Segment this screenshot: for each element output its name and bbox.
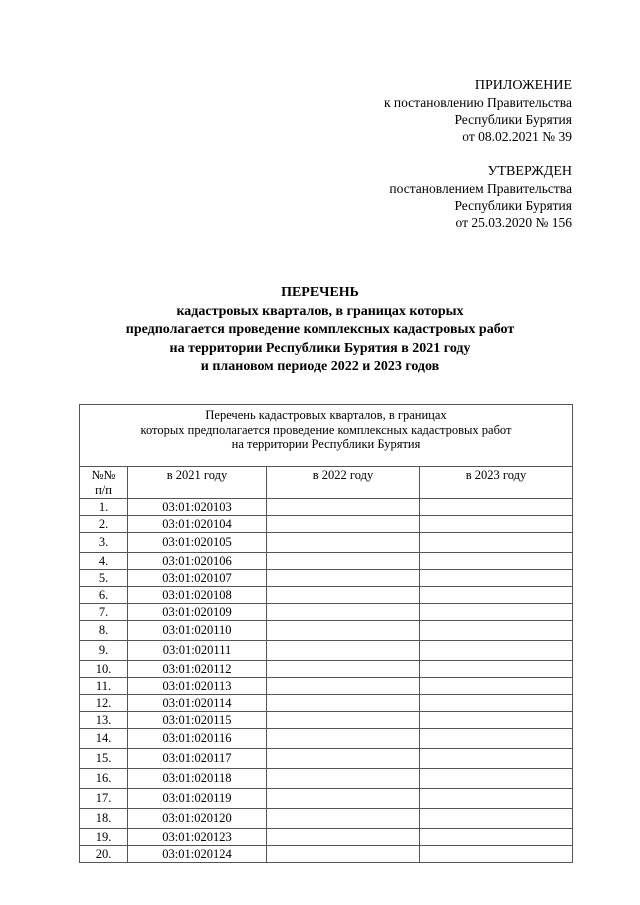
row-number: 19. (80, 829, 128, 846)
quarter-2022 (267, 809, 420, 829)
row-number: 1. (80, 499, 128, 516)
appendix-line: Республики Бурятия (454, 112, 572, 127)
quarter-2023 (420, 553, 573, 570)
table-row (80, 829, 573, 846)
quarter-2021: 03:01:020119 (128, 789, 267, 809)
row-number: 2. (80, 516, 128, 533)
row-number: 3. (80, 533, 128, 553)
quarter-2022 (267, 641, 420, 661)
title-heading: ПЕРЕЧЕНЬ (281, 285, 359, 300)
table-row (80, 846, 573, 863)
quarter-2023 (420, 661, 573, 678)
caption-line: на территории Республики Бурятия (231, 437, 421, 451)
quarter-2021: 03:01:020107 (128, 570, 267, 587)
quarter-2021: 03:01:020116 (128, 729, 267, 749)
table-row (80, 641, 573, 661)
table-row (80, 604, 573, 621)
quarter-2021: 03:01:020104 (128, 516, 267, 533)
approved-heading: УТВЕРЖДЕН (487, 164, 572, 179)
quarter-2023 (420, 570, 573, 587)
quarter-2023 (420, 829, 573, 846)
appendix-line: к постановлению Правительства (383, 95, 572, 110)
quarter-2023 (420, 499, 573, 516)
table-row (80, 587, 573, 604)
table-row (80, 729, 573, 749)
quarter-2021: 03:01:020120 (128, 809, 267, 829)
quarter-2022 (267, 749, 420, 769)
quarters-table (79, 404, 573, 863)
table-row (80, 749, 573, 769)
quarter-2022 (267, 712, 420, 729)
quarter-2023 (420, 533, 573, 553)
appendix-line: от 08.02.2021 № 39 (462, 129, 572, 144)
quarter-2023 (420, 695, 573, 712)
table-row (80, 661, 573, 678)
quarter-2023 (420, 809, 573, 829)
table-row (80, 570, 573, 587)
column-header-2023: в 2023 году (420, 467, 573, 499)
column-header-2022: в 2022 году (267, 467, 420, 499)
column-header-2021: в 2021 году (128, 467, 267, 499)
quarter-2023 (420, 604, 573, 621)
quarter-2021: 03:01:020108 (128, 587, 267, 604)
table-row (80, 621, 573, 641)
row-number: 10. (80, 661, 128, 678)
quarter-2021: 03:01:020112 (128, 661, 267, 678)
table-caption (80, 405, 573, 467)
quarter-2023 (420, 769, 573, 789)
quarter-2023 (420, 846, 573, 863)
appendix-heading: ПРИЛОЖЕНИЕ (474, 78, 572, 93)
row-number: 12. (80, 695, 128, 712)
quarter-2023 (420, 729, 573, 749)
approved-line: Республики Бурятия (454, 198, 572, 213)
quarter-2021: 03:01:020115 (128, 712, 267, 729)
table-row (80, 712, 573, 729)
approved-block (389, 163, 572, 231)
quarter-2023 (420, 678, 573, 695)
quarter-2023 (420, 587, 573, 604)
table-row (80, 516, 573, 533)
approved-line: постановлением Правительства (389, 181, 572, 196)
quarter-2022 (267, 729, 420, 749)
quarter-2023 (420, 621, 573, 641)
quarter-2022 (267, 553, 420, 570)
row-number: 14. (80, 729, 128, 749)
quarter-2023 (420, 789, 573, 809)
column-header-number: №№ п/п (80, 467, 128, 499)
table-row (80, 809, 573, 829)
row-number: 16. (80, 769, 128, 789)
title-line: на территории Республики Бурятия в 2021 году (169, 340, 471, 356)
quarter-2023 (420, 749, 573, 769)
row-number: 18. (80, 809, 128, 829)
title-line: предполагается проведение комплексных кадастровых работ (125, 322, 515, 337)
document-title (0, 284, 640, 377)
quarter-2021: 03:01:020111 (128, 641, 267, 661)
table-row (80, 533, 573, 553)
quarter-2023 (420, 641, 573, 661)
quarter-2022 (267, 499, 420, 516)
appendix-block (384, 77, 572, 145)
row-number: 13. (80, 712, 128, 729)
row-number: 11. (80, 678, 128, 695)
table-body (80, 499, 573, 863)
quarter-2021: 03:01:020113 (128, 678, 267, 695)
quarter-2022 (267, 829, 420, 846)
quarter-2021: 03:01:020117 (128, 749, 267, 769)
caption-line: Перечень кадастровых кварталов, в границах (205, 408, 447, 422)
table-row (80, 769, 573, 789)
row-number: 20. (80, 846, 128, 863)
table-row (80, 695, 573, 712)
quarter-2021: 03:01:020114 (128, 695, 267, 712)
quarter-2022 (267, 661, 420, 678)
quarter-2021: 03:01:020124 (128, 846, 267, 863)
caption-line: которых предполагается проведение комплексных кадастровых работ (140, 422, 512, 437)
quarter-2022 (267, 846, 420, 863)
approved-line: от 25.03.2020 № 156 (455, 215, 572, 230)
quarter-2022 (267, 621, 420, 641)
quarter-2021: 03:01:020109 (128, 604, 267, 621)
quarter-2022 (267, 516, 420, 533)
table-row (80, 789, 573, 809)
quarter-2021: 03:01:020103 (128, 499, 267, 516)
row-number: 9. (80, 641, 128, 661)
quarter-2021: 03:01:020123 (128, 829, 267, 846)
row-number: 8. (80, 621, 128, 641)
row-number: 15. (80, 749, 128, 769)
quarter-2021: 03:01:020110 (128, 621, 267, 641)
row-number: 4. (80, 553, 128, 570)
title-line: и плановом периоде 2022 и 2023 годов (200, 359, 440, 374)
row-number: 5. (80, 570, 128, 587)
row-number: 17. (80, 789, 128, 809)
quarter-2022 (267, 604, 420, 621)
row-number: 7. (80, 604, 128, 621)
quarter-2022 (267, 695, 420, 712)
quarter-2022 (267, 533, 420, 553)
quarter-2023 (420, 516, 573, 533)
quarter-2022 (267, 570, 420, 587)
quarter-2022 (267, 789, 420, 809)
quarter-2022 (267, 587, 420, 604)
title-line: кадастровых кварталов, в границах которых (176, 303, 464, 319)
row-number: 6. (80, 587, 128, 604)
quarter-2023 (420, 712, 573, 729)
quarter-2021: 03:01:020118 (128, 769, 267, 789)
table-row (80, 553, 573, 570)
quarter-2021: 03:01:020106 (128, 553, 267, 570)
table-row (80, 678, 573, 695)
quarter-2021: 03:01:020105 (128, 533, 267, 553)
quarter-2022 (267, 678, 420, 695)
quarter-2022 (267, 769, 420, 789)
table-row (80, 499, 573, 516)
